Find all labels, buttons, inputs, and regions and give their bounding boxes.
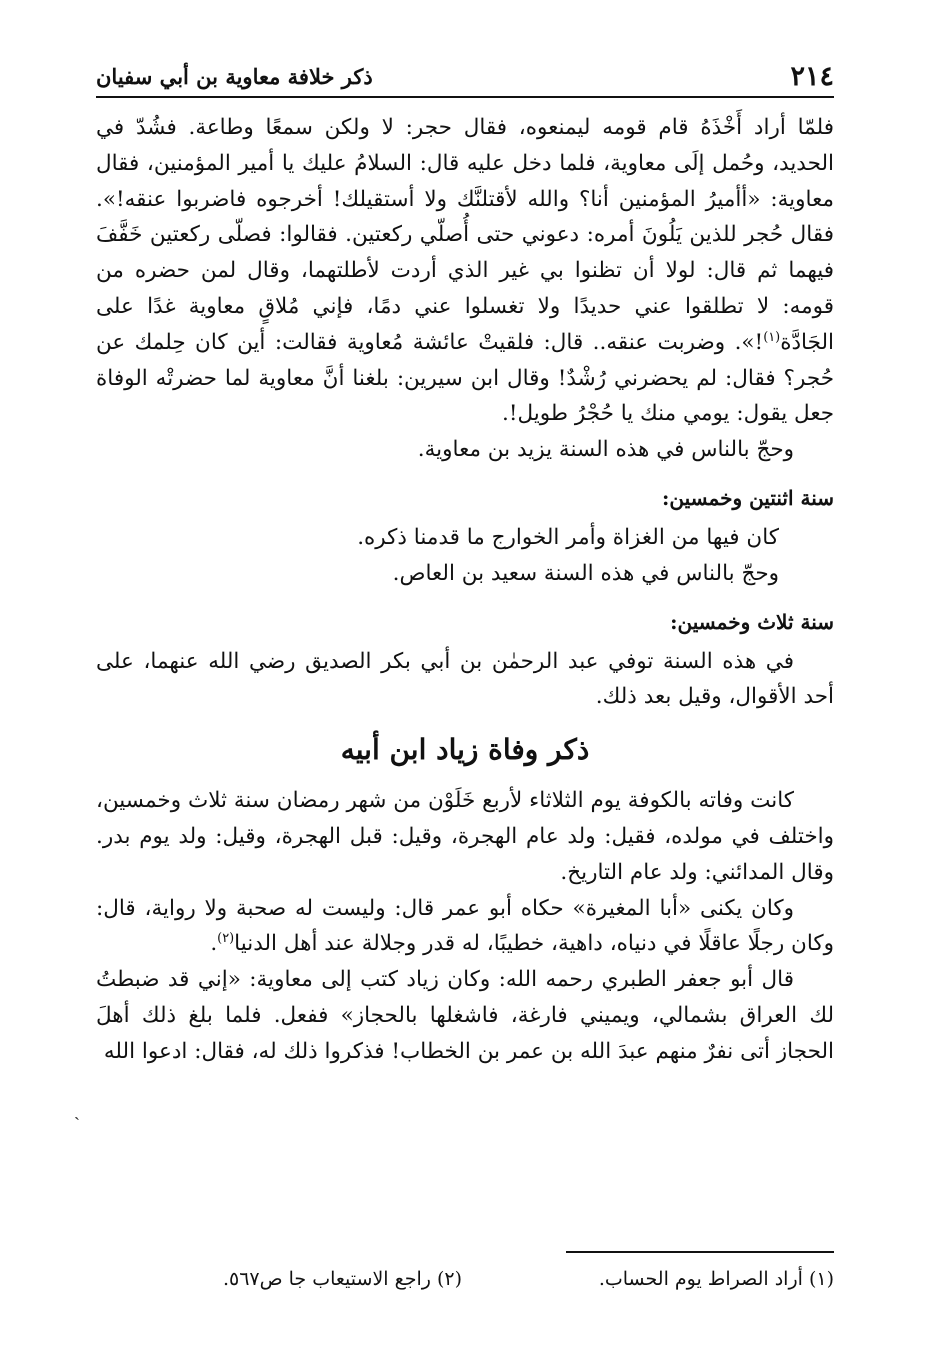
paragraph-52-a: كان فيها من الغزاة وأمر الخوارج ما قدمنا ذكره. <box>357 524 779 550</box>
paragraph-hajj-yazid: وحجّ بالناس في هذه السنة يزيد بن معاوية. <box>417 437 794 463</box>
running-title: ذكر خلافة معاوية بن أبي سفيان <box>96 64 373 89</box>
footnote-1: (١) أراد الصراط يوم الحساب. <box>598 1268 834 1290</box>
paragraph-53: في هذه السنة توفي عبد الرحمٰن بن أبي بكر الصديق رضي الله عنهما، على أحد الأقوال، وقيل بعد ذلك. <box>96 648 834 710</box>
paragraph-hujr-text-a: فلمّا أراد أَخْذَهُ قام قومه ليمنعوه، فقال حجر: لا ولكن سمعًا وطاعة. فشُدّ في الحديد، وحُمل إلَى معاوية، فلما دخل عليه قال: السلامُ عليك يا أمير المؤمنين، فقال معاوية: «أأميرُ المؤمنين أنا؟ والله لأقتلنَّك ولا أستقيلك! أخرجوه فاضربوا عنقه!». فقال حُجر للذين يَلُونَ أمره: دعوني حتى أُصلّي ركعتين. فقالوا: فصلّى ركعتين خَفَّفَ فيهما ثم قال: لولا أن تظنوا بي غير الذي أردت لأطلتهما، وقال لمن حضره من قومه: لا تطلقوا عني حديدًا ولا تغسلوا عني دمًا، فإني مُلاقٍ معاوية غدًا على الجَادَّة <box>96 115 834 355</box>
paragraph-hujr-text-b: !». وضربت عنقه.. قال: فلقيتْ عائشة مُعاوية فقالت: أين كان حِلمك عن حُجر؟ فقال: لم يحضرني رُشْدٌ! وقال ابن سيرين: بلغنا أنَّ معاوية لما حضرتْه الوفاة جعل يقول: يومي منك يا حُجْرُ طويل!. <box>96 329 834 427</box>
page-header <box>96 56 834 98</box>
paragraph-52-b: وحجّ بالناس في هذه السنة سعيد بن العاص. <box>392 560 779 586</box>
paragraph-hujr <box>96 110 834 432</box>
footnote-divider <box>566 1251 834 1253</box>
chapter-title: ذكر وفاة زياد ابن أبيه <box>340 733 590 767</box>
page-number: ٢١٤ <box>790 61 834 92</box>
footnote-ref-1: (١) <box>763 329 781 345</box>
footnote-ref-2: (٢) <box>217 931 235 947</box>
section-heading-53: سنة ثلاث وخمسين: <box>670 609 834 634</box>
paragraph-ziyad-kunya-text-b: . <box>210 931 218 957</box>
section-heading-52: سنة اثنتين وخمسين: <box>662 485 834 510</box>
margin-mark: ˎ <box>74 1100 80 1121</box>
paragraph-ziyad-kunya-text-a: وكان يكنى «أبا المغيرة» حكاه أبو عمر قال: وليست له صحبة ولا رواية، قال: وكان رجلًا عاقلًا في دنياه، داهية، خطيبًا، له قدر وجلالة عند أهل الدنيا <box>96 895 834 957</box>
main-text <box>96 110 834 1070</box>
footnote-2: (٢) راجع الاستيعاب جا ص٥٦٧. <box>222 1268 462 1290</box>
paragraph-ziyad-kunya <box>96 891 834 963</box>
footnotes <box>96 1265 834 1293</box>
paragraph-tabari: قال أبو جعفر الطبري رحمه الله: وكان زياد كتب إلى معاوية: «إني قد ضبطتُ لك العراق بشمالي، ويميني فارغة، فاشغلها بالحجاز» ففعل. فلما بلغ ذلك أهلَ الحجاز أتى نفرٌ منهم عبدَ الله بن عمر بن الخطاب! فذكروا ذلك له، فقال: ادعوا الله <box>96 967 834 1064</box>
paragraph-ziyad-death: كانت وفاته بالكوفة يوم الثلاثاء لأربع خَلَوْن من شهر رمضان سنة ثلاث وخمسين، واختلف في مولده، فقيل: ولد عام الهجرة، وقيل: قبل الهجرة، وقيل: ولد يوم بدر. وقال المدائني: ولد عام التاريخ. <box>96 788 834 885</box>
